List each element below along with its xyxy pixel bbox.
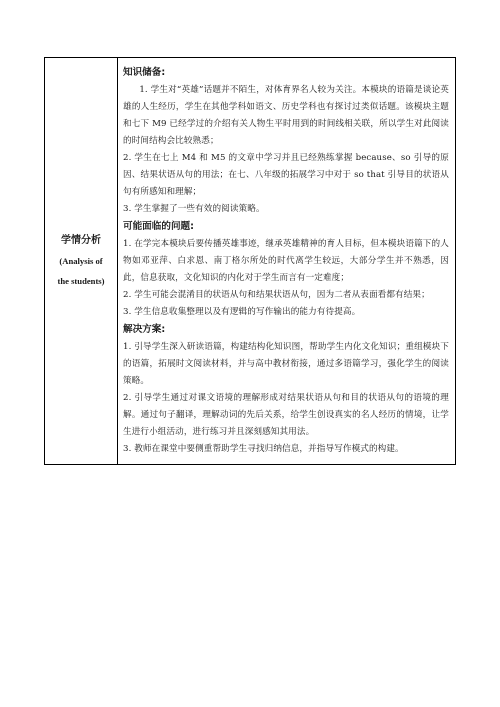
row-content-cell (118, 58, 456, 465)
row-label-chinese: 学情分析 (61, 235, 101, 246)
paragraph: 1. 引导学生深入研读语篇，构建结构化知识图，帮助学生内化文化知识；重组模块下的语篇，拓展时文阅读材料，并与高中教材衔接，通过多语篇学习，强化学生的阅读策略。 (123, 342, 449, 386)
row-label-cell (45, 58, 118, 465)
section-solutions (123, 321, 449, 458)
table-row (45, 58, 456, 465)
section-possible-problems (123, 218, 449, 321)
student-analysis-table (44, 57, 456, 465)
paragraph: 2. 引导学生通过对课文语境的理解形成对结果状语从句和目的状语从句的语境的理解。通过句子翻译，理解动词的先后关系，给学生创设真实的名人经历的情境，让学生进行小组活动，进行练习并且深刻感知其用法。 (123, 393, 449, 437)
paragraph: 2. 学生可能会混淆目的状语从句和结果状语从句，因为二者从表面看都有结果； (123, 290, 430, 300)
row-label-english-line2: the students) (57, 276, 105, 286)
row-label-english-line1: (Analysis of (59, 256, 103, 266)
paragraph: 2. 学生在七上 M4 和 M5 的文章中学习并且已经熟练掌握 because、so 引导的原因、结果状语从句的用法；在七、八年级的拓展学习中对于 so that 引导目的状语从句有所感知和理解； (123, 153, 449, 197)
paragraph: 3. 学生掌握了一些有效的阅读策略。 (123, 204, 265, 214)
section-heading: 可能面临的问题: (123, 221, 194, 232)
section-knowledge-reserve (123, 64, 449, 218)
section-heading: 解决方案: (123, 324, 166, 335)
paragraph: 1. 学生对“英雄”话题并不陌生，对体育界名人较为关注。本模块的语篇是谈论英雄的人生经历，学生在其他学科如语文、历史学科也有探讨过类似话题。该模块主题和七下 M9 已经学过的介绍有关人物生平时用到的时间线相关联，所以学生对此阅读的时间结构会比较熟悉； (123, 85, 449, 146)
paragraph: 1. 在学完本模块后要传播英雄事迹，继承英雄精神的育人目标，但本模块语篇下的人物如邓亚萍、白求恩、南丁格尔所处的时代离学生较远，大部分学生并不熟悉，因此，信息获取，文化知识的内化对于学生而言有一定难度； (123, 239, 449, 283)
paragraph: 3. 学生信息收集整理以及有逻辑的写作输出的能力有待提高。 (123, 307, 361, 317)
section-heading: 知识储备: (123, 67, 166, 78)
paragraph: 3. 教师在课堂中要侧重帮助学生寻找归纳信息，并指导写作模式的构建。 (123, 444, 404, 454)
